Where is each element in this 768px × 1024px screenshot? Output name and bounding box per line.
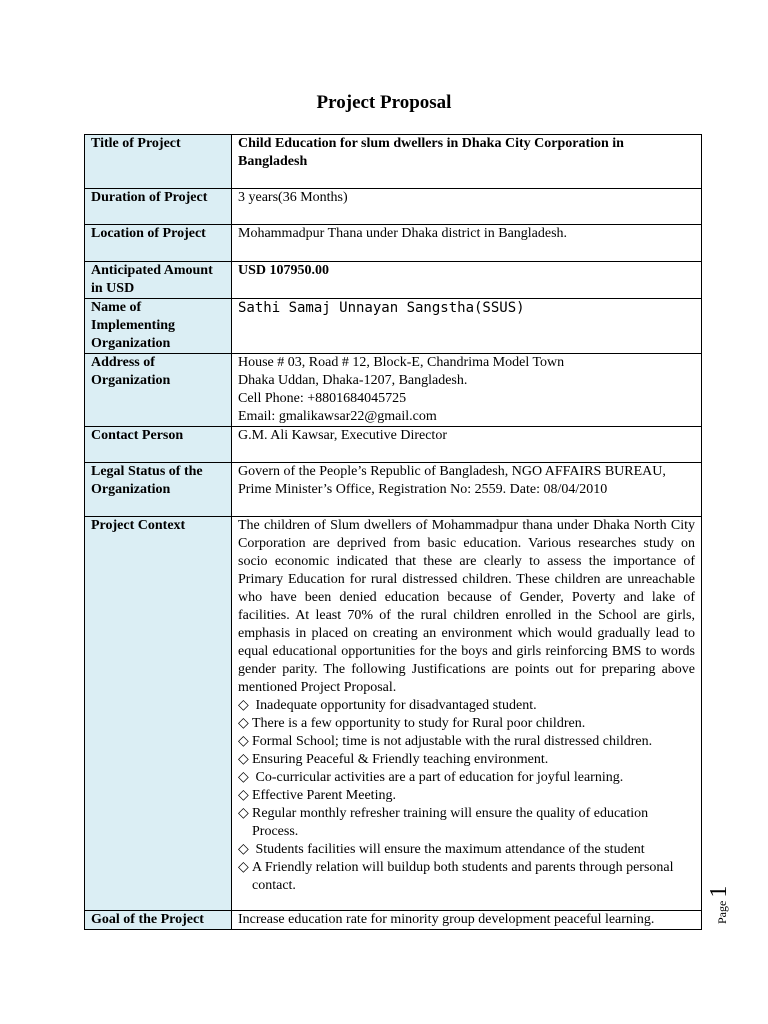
context-bullet-list [238, 697, 695, 895]
row-context [85, 517, 702, 911]
context-bullet: ◇ Regular monthly refresher training will ensure the quality of education Process. [238, 806, 649, 839]
row-legal-status [85, 463, 702, 517]
diamond-bullet-icon: ◇ [238, 716, 249, 731]
row-organization [85, 299, 702, 354]
label-organization: Name of Implementing Organization [85, 299, 232, 354]
document-title: Project Proposal [316, 92, 452, 113]
context-bullet: ◇ A Friendly relation will buildup both students and parents through personal contact. [238, 860, 674, 893]
value-duration: 3 years(36 Months) [232, 189, 702, 225]
page-number: 1 [706, 885, 732, 898]
page-label: Page [715, 900, 729, 924]
diamond-bullet-icon: ◇ [238, 698, 249, 713]
value-goal: Increase education rate for minority group development peaceful learning. [232, 911, 702, 930]
context-bullet: ◇ Co-curricular activities are a part of education for joyful learning. [238, 770, 624, 785]
address-email: Email: gmalikawsar22@gmail.com [238, 409, 437, 424]
address-line-1: House # 03, Road # 12, Block-E, Chandrima Model Town [238, 355, 565, 370]
diamond-bullet-icon: ◇ [238, 806, 249, 821]
label-context: Project Context [85, 517, 232, 911]
value-contact: G.M. Ali Kawsar, Executive Director [232, 427, 702, 463]
diamond-bullet-icon: ◇ [238, 734, 249, 749]
label-legal-status: Legal Status of the Organization [85, 463, 232, 517]
row-location [85, 225, 702, 262]
value-title-of-project: Child Education for slum dwellers in Dhaka City Corporation in Bangladesh [232, 135, 702, 189]
row-duration [85, 189, 702, 225]
context-paragraph: The children of Slum dwellers of Mohammadpur thana under Dhaka North City Corporation are deprived from basic education. Various researches study on socio economic indicated that these are clearly to assess the importance of Primary Education for rural distressed children. These children are unreachable who have been denied education because of Gender, Poverty and lake of facilities. At least 70% of the rural children enrolled in the School are girls, emphasis in placed on creating an environment which would gradually lead to equal educational opportunities for the boys and girls reinforcing BMS to words gender parity. The following Justifications are points out for preparing above mentioned Project Proposal. [238, 518, 695, 695]
label-address: Address of Organization [85, 354, 232, 427]
row-title-of-project [85, 135, 702, 189]
row-contact [85, 427, 702, 463]
context-bullet: ◇ Ensuring Peaceful & Friendly teaching environment. [238, 752, 549, 767]
label-location: Location of Project [85, 225, 232, 262]
value-location: Mohammadpur Thana under Dhaka district in Bangladesh. [232, 225, 702, 262]
label-contact: Contact Person [85, 427, 232, 463]
row-goal [85, 911, 702, 930]
label-goal: Goal of the Project [85, 911, 232, 930]
value-context [232, 517, 702, 911]
value-amount: USD 107950.00 [232, 262, 702, 299]
diamond-bullet-icon: ◇ [238, 860, 249, 875]
address-phone: Cell Phone: +8801684045725 [238, 391, 407, 406]
value-legal-status: Govern of the People’s Republic of Bangladesh, NGO AFFAIRS BUREAU, Prime Minister’s Office, Registration No: 2559. Date: 08/04/2010 [232, 463, 702, 517]
diamond-bullet-icon: ◇ [238, 842, 249, 857]
label-title-of-project: Title of Project [85, 135, 232, 189]
label-duration: Duration of Project [85, 189, 232, 225]
address-line-2: Dhaka Uddan, Dhaka-1207, Bangladesh. [238, 373, 468, 388]
context-bullet: ◇ Students facilities will ensure the maximum attendance of the student [238, 842, 645, 857]
value-organization: Sathi Samaj Unnayan Sangstha(SSUS) [232, 299, 702, 354]
context-bullet: ◇ Formal School; time is not adjustable with the rural distressed children. [238, 734, 653, 749]
context-bullet: ◇ Effective Parent Meeting. [238, 788, 396, 803]
value-address [232, 354, 702, 427]
proposal-table [84, 134, 702, 930]
row-amount [85, 262, 702, 299]
diamond-bullet-icon: ◇ [238, 788, 249, 803]
diamond-bullet-icon: ◇ [238, 752, 249, 767]
diamond-bullet-icon: ◇ [238, 770, 249, 785]
row-address [85, 354, 702, 427]
context-bullet: ◇ There is a few opportunity to study for Rural poor children. [238, 716, 586, 731]
context-bullet: ◇ Inadequate opportunity for disadvantaged student. [238, 698, 537, 713]
label-amount: Anticipated Amount in USD [85, 262, 232, 299]
page-number-footer [706, 868, 734, 924]
